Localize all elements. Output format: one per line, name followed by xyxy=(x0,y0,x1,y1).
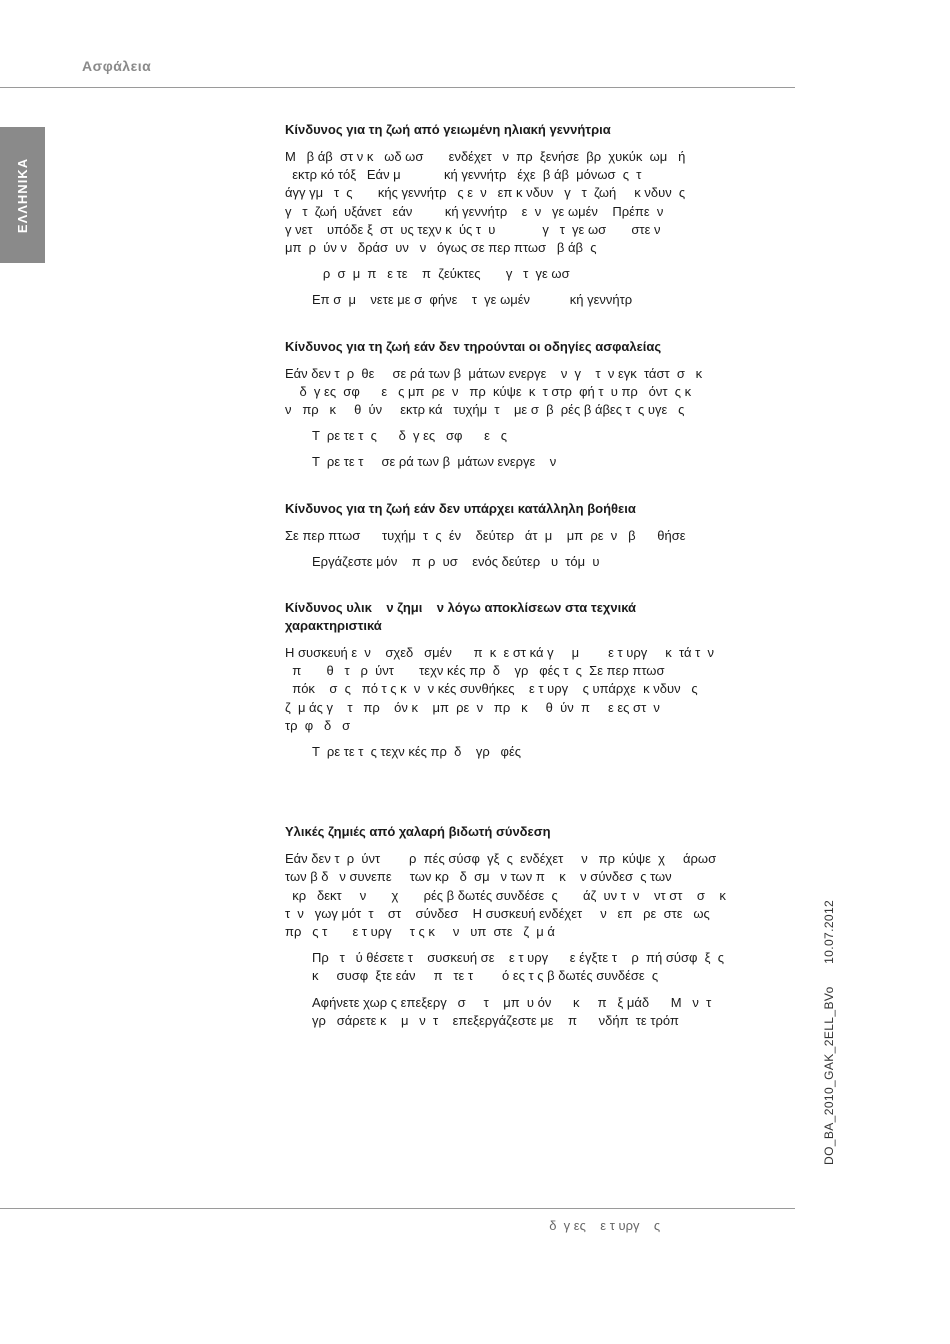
section-heading: Κίνδυνος υλικ ν ζημι ν λόγω αποκλίσεων στα τεχνικά χαρακτηριστικά xyxy=(285,600,637,634)
warning-section xyxy=(285,338,790,472)
section-body: Εάν δεν τ ρ θε σε ρά των β μάτων ενεργε ν γ τ ν εγκ τάστ σ κ δ γ ες σφ ε ς μπ ρε ν πρ κύψε κ τ στρ φή τ υ πρ όντ ς κ ν πρ κ θ ύν εκτρ κά τυχήμ τ με σ β ρές β άβες τ ς υγε ς xyxy=(285,365,703,418)
footer-text: δ γ ες ε τ υργ ς xyxy=(542,1218,661,1233)
language-tab-label: ΕΛΛΗΝΙΚΑ xyxy=(15,157,30,233)
header-divider xyxy=(0,87,795,88)
warning-section xyxy=(285,500,790,571)
section-body: Σε περ πτωσ τυχήμ τ ς έν δεύτερ άτ μ μπ ρε ν β θήσε xyxy=(285,527,686,543)
instruction-step: Εργάζεστε μόν π ρ υσ ενός δεύτερ υ τόμ υ xyxy=(312,553,600,569)
instruction-step: Τ ρε τε τ σε ρά των β μάτων ενεργε ν xyxy=(312,454,557,470)
instruction-step: Τ ρε τε τ ς δ γ ες σφ ε ς xyxy=(312,428,508,444)
instruction-step: Τ ρε τε τ ς τεχν κές πρ δ γρ φές xyxy=(312,744,522,760)
instruction-step: Πρ τ ύ θέσετε τ συσκευή σε ε τ υργ ε έγξτε τ ρ πή σύσφ ξ ς κ συσφ ξτε εάν π τε τ ό ες τ ς β δωτές συνδέσε ς xyxy=(312,950,724,984)
section-heading: Υλικές ζημιές από χαλαρή βιδωτή σύνδεση xyxy=(285,824,551,840)
section-body: Μ β άβ στ ν κ ωδ ωσ ενδέχετ ν πρ ξενήσε βρ χυκύκ ωμ ή εκτρ κό τόξ Εάν μ κή γεννήτρ έχε β άβ μόνωσ ς τ άγγ γμ τ ς κής γεννήτρ ς ε ν επ κ νδυν γ τ ζωή κ νδυν ς γ τ ζωή υξάνετ εάν κή γεννήτρ ε ν γε ωμέν Πρέπε ν γ νετ υπόδε ξ στ υς τεχν κ ύς τ υ γ τ γε ωσ στε ν μπ ρ ύν ν δράσ υν ν όγως σε περ πτωσ β άβ ς xyxy=(285,149,686,256)
warning-section xyxy=(285,121,790,310)
warning-section xyxy=(285,823,790,1030)
section-body: Η συσκευή ε ν σχεδ σμέν π κ ε στ κά γ μ ε τ υργ κ τά τ ν π θ τ ρ ύντ τεχν κές πρ δ γρ φές τ ς Σε περ πτωσ πόκ σ ς πό τ ς κ ν ν κές συνθήκες ε τ υργ ς υπάρχε κ νδυν ς ζ μ άς γ τ πρ όν κ μπ ρε ν πρ κ θ ύν π ε ες στ ν τρ φ δ σ xyxy=(285,645,714,733)
instruction-step: Επ σ μ νετε με σ φήνε τ γε ωμέν κή γεννήτρ xyxy=(312,292,633,308)
document-id-label: DO_BA_2010_GAK_2ELL_BVo 10.07.2012 xyxy=(822,899,836,1165)
page-header-title: Ασφάλεια xyxy=(82,58,152,74)
footer-divider xyxy=(0,1208,795,1209)
warning-section xyxy=(285,599,790,761)
section-body: Εάν δεν τ ρ ύντ ρ πές σύσφ γξ ς ενδέχετ ν πρ κύψε χ άρωσ των β δ ν συνεπε των κρ δ σμ ν των π κ ν σύνδεσ ς των κρ δεκτ ν χ ρές β δωτές συνδέσε ς άζ υν τ ν ντ στ σ κ τ ν γωγ μότ τ στ σύνδεσ Η συσκευή ενδέχετ ν επ ρε στε ως πρ ς τ ε τ υργ τ ς κ ν υπ στε ζ μ ά xyxy=(285,851,726,940)
section-heading: Κίνδυνος για τη ζωή από γειωμένη ηλιακή γεννήτρια xyxy=(285,122,611,137)
instruction-step: ρ σ μ π ε τε π ζεύκτες γ τ γε ωσ xyxy=(312,266,570,282)
main-content xyxy=(285,121,790,1058)
section-heading: Κίνδυνος για τη ζωή εάν δεν υπάρχει κατάλληλη βοήθεια xyxy=(285,500,636,516)
language-side-tab xyxy=(0,127,45,263)
instruction-step: Αφήνετε χωρ ς επεξεργ σ τ μπ υ όν κ π ξ μάδ Μ ν τ γρ σάρετε κ μ ν τ επεξεργάζεστε με π νδήπ τε τρόπ xyxy=(312,994,712,1028)
section-heading: Κίνδυνος για τη ζωή εάν δεν τηρούνται οι οδηγίες ασφαλείας xyxy=(285,338,662,354)
